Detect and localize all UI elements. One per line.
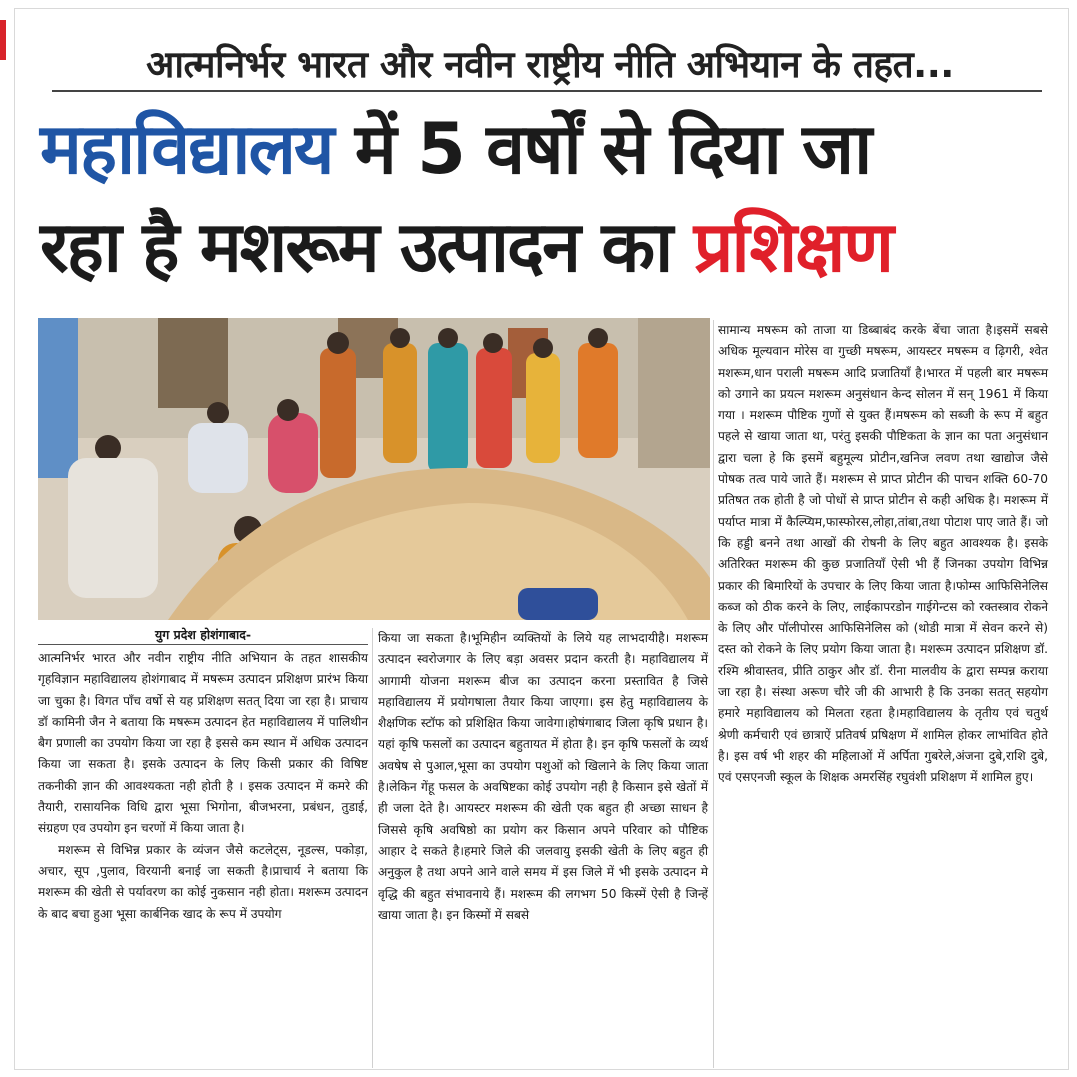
article-column-3 [718,320,1048,789]
headline-line-1 [40,100,1050,198]
article-column-2 [378,628,708,926]
page-edge-marker [0,20,6,60]
news-photo-mushroom-training [38,318,710,620]
col2-paragraph-1: किया जा सकता है।भूमिहीन व्यक्तियों के लिये यह लाभदायीहै। मशरूम उत्पादन स्वरोजगार के लिए बड़ा अवसर प्रदान करती है। महाविद्यालय में आगामी योजना मशरूम बीज का उत्पादन करना प्रस्तावित है जिसे महाविद्यालय में प्रयोगषाला तैयार किया जाएगा। इस हेतु महाविद्यालय के शैक्षणिक स्टॉफ को प्रशिक्षित किया जावेगा।होषंगाबाद जिला कृषि प्रधान है। यहां कृषि फसलों का उत्पादन बहुतायत में होता है। इन कृषि फसलों के व्यर्थ अवषेष से पुआल,भूसा का उपयोग पशुओं को खिलाने के लिए किया जाता है।लेकिन गेंहू फसल के अवषिष्टका कोई उपयोग नही है किसान इसे खेतों में ही जला देते है। आयस्टर मशरूम की खेती एक बहुत ही अच्छा साधन है जिससे कृषि अवषिष्ठो का प्रयोग कर किसान अपने परिवार को पौष्टिक आहार दे सकते है।हमारे जिले की जलवायु इसकी खेती के लिए बहुत ही अनुकुल है तथा अपने आने वाले समय में इस जिले में भी इसके उत्पादन मे वृद्धि की बहुत संभावनाये हैं। मशरूम की लगभग 50 किस्में ऐसी है जिन्हें खाया जाता है। इन किस्मों में सबसे [378,631,708,922]
headline-line-1-rest: में 5 वर्षों से दिया जा [332,108,871,190]
headline-blue-word: महाविद्यालय [40,108,333,190]
col3-paragraph-1: सामान्य मषरूम को ताजा या डिब्बाबंद करके बेंचा जाता है।इसमें सबसे अधिक मूल्यवान मोरेस वा गुच्छी मषरूम, आयस्टर मषरूम व ढ़िगरी, श्वेत मशरूम,धान पराली मषरूम आदि प्रजातियाँ है।भारत में पहली बार मषरूम को उगाने का प्रयत्न मशरूम अनुसंधान केन्द सोलन में सन् 1961 में किया गया । मशरूम पौष्टिक गुणों से युक्त हैं।मषरूम को सब्जी के रूप में बहुत पहले से खाया जाता था, परंतु इसकी पौष्टिकता के ज्ञान का पता अनुसंधान द्वारा चला हे कि इसमें बहुमूल्य प्रोटीन,खनिज लवण तथा खाद्योज जैसे पोषक तत्व पाये जाते हैं। मशरूम से प्राप्त प्रोटीन की पाचन शक्ति 60-70 प्रतिषत तक होती है जो पोधों से प्राप्त प्रोटीन से कही अधिक है। मशरूम में पर्याप्त मात्रा में कैल्प्यिम,फास्फोरस,लोहा,तांबा,तथा पोटाश पाए जाते हैं। जो कि हड्डी बनने तथा आखों की रोषनी के लिए बहुत आवश्यक है। इसके अतिरिक्त मशरूम की कुछ प्रजातियाँ ऐसी भी हैं जिनका उपयोग विभिन्न प्रकार की बिमारियों के उपचार के लिए किया जाता है।फोम्स आफिसिनेलिस कब्ज को ठीक करने के लिए, लाईकापरडोन गाईगेन्टस को रक्तस्त्राव रोकने के लिए और पॉलीपोरस आफिसिनेलिस को (थोडी मात्रा में सेवन करने से) दस्त को रोकने के लिए प्रयोग किया जाता है। मशरूम उत्पादन प्रशिक्षण डॉ. रश्मि श्रीवास्तव, प्रीति ठाकुर और डॉ. रीना मालवीय के द्वारा सम्पन्न कराया जा रहा है। संस्था अरूण चौरे जी की आभारी है कि उनका सतत् सहयोग हमारे महाविद्यालय को मिलता रहता है।महाविद्यालय के तृतीय एवं चतुर्थ श्रेणी कर्मचारी एवं छात्राऐं प्रतिवर्ष प्रषिक्षण में शामिल होकर लाभांवित होते है। इस वर्ष भी शहर की महिलाओं में अर्पिता गुबरेले,अंजना दुबे,राशि दुबे, एवं एसएनजी स्कूल के शिक्षक अमरसिंह रघुवंशी प्रशिक्षण में शामिल हुए। [718,323,1048,785]
byline: युग प्रदेश होशंगाबाद- [38,625,368,645]
main-headline [40,100,1050,296]
photo-illustration [38,318,710,620]
column-divider-2 [713,320,714,1068]
headline-red-word: प्रशिक्षण [693,206,892,288]
article-column-1 [38,648,368,925]
column-divider-1 [372,628,373,1068]
kicker-headline: आत्मनिर्भर भारत और नवीन राष्ट्रीय नीति अभियान के तहत... [146,43,954,86]
kicker-underline [52,90,1042,92]
headline-line-2-rest: रहा है मशरूम उत्पादन का [40,206,694,288]
col1-paragraph-1: आत्मनिर्भर भारत और नवीन राष्ट्रीय नीति अभियान के तहत शासकीय गृहविज्ञान महाविद्यालय होशंगाबाद में मषरूम उत्पादन प्रशिक्षण प्रारंभ किया जा चुका है। विगत पाँच वर्षो से यह प्रशिक्षण सतत् दिया जा रहा है। प्राचाय डॉ कामिनी जैन ने बताया कि मषरूम उत्पादन हेत महाविद्यालय में पालिथीन बैग प्रणाली का उपयोग किया जा रहा है इससे कम स्थान में अधिक उत्पादन किया जा सकता है। इसके उत्पादन के लिए किसी प्रकार की विषिष्ट तकनीकी ज्ञान की आवश्यकता नही होती है । इसक उत्पादन में कमरे की तैयारी, रासायनिक विधि द्वारा भूसा भिगोना, बीजभरना, प्रबंधन, तुडाई, संग्रहण एव उपयोग इन चरणों में किया जाता है। [38,651,368,836]
headline-line-2 [40,198,1050,296]
col1-paragraph-2: मशरूम से विभिन्न प्रकार के व्यंजन जैसे कटलेट्स, नूडल्स, पकोड़ा, अचार, सूप ,पुलाव, विरयानी बनाई जा सकती है।प्राचार्य ने बताया कि मशरूम की खेती से पर्यावरण का कोई नुकसान नही होता। मशरूम उत्पादन के बाद बचा हुआ भूसा कार्बनिक खाद के रूप में उपयोग [38,842,368,921]
